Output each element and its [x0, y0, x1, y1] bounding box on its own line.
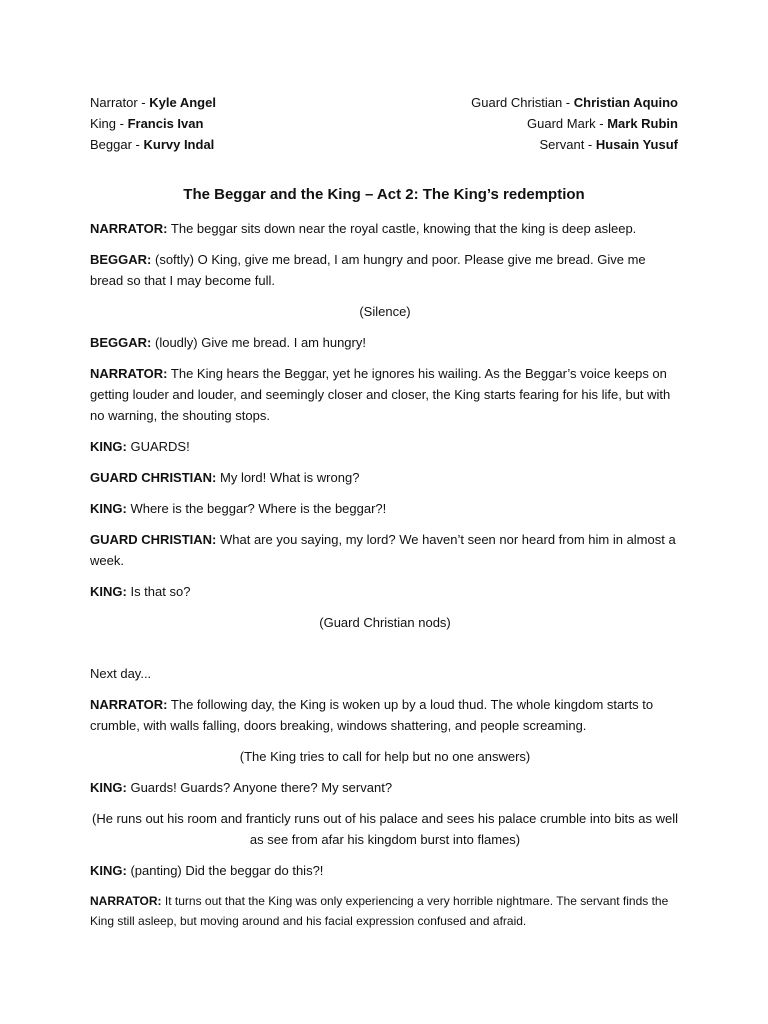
script-line: GUARD CHRISTIAN: My lord! What is wrong? — [90, 470, 360, 485]
stage-direction: (Guard Christian nods) — [319, 615, 451, 630]
cast-entry: King - Francis Ivan — [90, 116, 204, 131]
scene-transition: Next day... — [90, 666, 152, 681]
cast-entry: Guard Christian - Christian Aquino — [471, 95, 678, 110]
cast-entry: Beggar - Kurvy Indal — [90, 137, 215, 152]
script-line: NARRATOR: The King hears the Beggar, yet he ignores his wailing. As the Beggar’s voice keeps on getting louder and louder, and seemingly closer and closer, the King starts fearing for his life, but with no warning, the shouting stops. — [90, 366, 671, 423]
script-line: KING: Guards! Guards? Anyone there? My servant? — [90, 780, 393, 795]
script-line: KING: GUARDS! — [90, 439, 190, 454]
script-line: BEGGAR: (softly) O King, give me bread, I am hungry and poor. Please give me bread. Give me bread so that I may become full. — [90, 252, 646, 288]
script-line: NARRATOR: It turns out that the King was only experiencing a very horrible nightmare. The servant finds the King still asleep, but moving around and his facial expression confused and afraid. — [90, 894, 669, 928]
script-line: GUARD CHRISTIAN: What are you saying, my lord? We haven’t seen nor heard from him in almost a week. — [90, 532, 676, 568]
cast-entry: Guard Mark - Mark Rubin — [527, 116, 678, 131]
script-body — [90, 218, 680, 941]
stage-direction: (The King tries to call for help but no one answers) — [239, 749, 531, 764]
script-line: NARRATOR: The following day, the King is woken up by a loud thud. The whole kingdom starts to crumble, with walls falling, doors breaking, windows shattering, and people screaming. — [90, 697, 654, 733]
script-line: KING: (panting) Did the beggar do this?! — [90, 863, 324, 878]
cast-row — [90, 115, 678, 136]
script-line: NARRATOR: The beggar sits down near the royal castle, knowing that the king is deep asleep. — [90, 221, 637, 236]
script-title: The Beggar and the King – Act 2: The King’s redemption — [183, 186, 585, 203]
cast-entry: Servant - Husain Yusuf — [539, 137, 678, 152]
script-line: KING: Where is the beggar? Where is the beggar?! — [90, 501, 387, 516]
script-line: BEGGAR: (loudly) Give me bread. I am hungry! — [90, 335, 366, 350]
stage-direction: (He runs out his room and franticly runs out of his palace and sees his palace crumble into bits as well as see from afar his kingdom burst into flames) — [91, 811, 678, 847]
stage-direction: (Silence) — [359, 304, 411, 319]
cast-entry: Narrator - Kyle Angel — [90, 95, 216, 110]
spacer — [90, 643, 680, 663]
cast-list — [90, 94, 678, 157]
cast-row — [90, 94, 678, 115]
cast-row — [90, 136, 678, 157]
script-line: KING: Is that so? — [90, 584, 191, 599]
